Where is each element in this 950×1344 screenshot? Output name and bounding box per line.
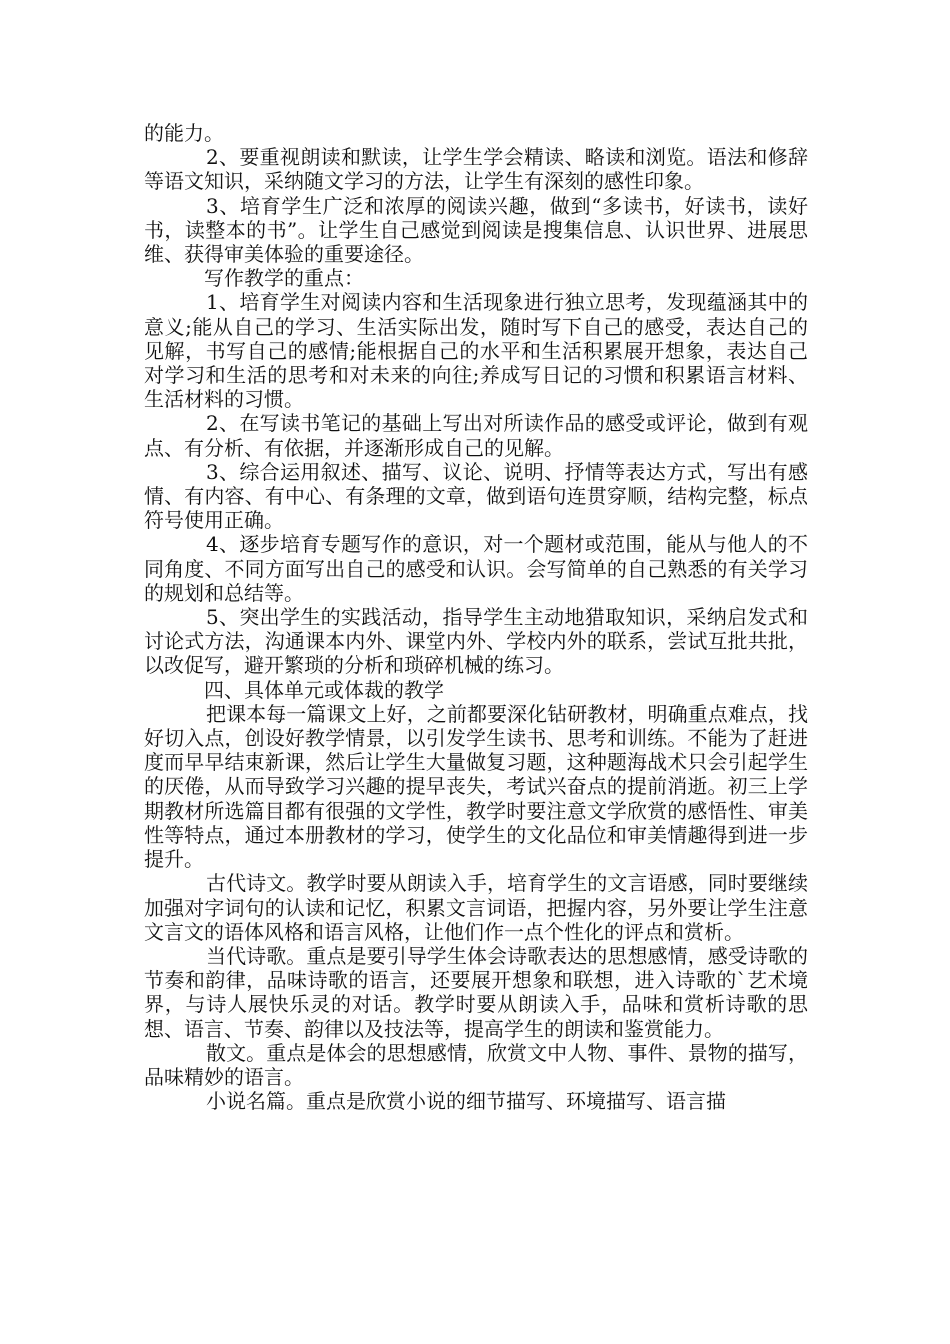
paragraph-reading-point-3: 3、培育学生广泛和浓厚的阅读兴趣，做到“多读书，好读书，读好书，读整本的书”。让学生自己感觉到阅读是搜集信息、认识世界、进展思维、获得审美体验的重要途径。 xyxy=(144,193,808,267)
paragraph-textbook-teaching: 把课本每一篇课文上好，之前都要深化钻研教材，明确重点难点，找好切入点，创设好教学情景，以引发学生读书、思考和训练。不能为了赶进度而早早结束新课，然后让学生大量做复习题，这种题海战术只会引起学生的厌倦，从而导致学习兴趣的提早丧失，考试兴奋点的提前消逝。初三上学期教材所选篇目都有很强的文学性，教学时要注意文学欣赏的感悟性、审美性等特点，通过本册教材的学习，使学生的文化品位和审美情趣得到进一步提升。 xyxy=(144,701,808,872)
heading-writing-focus: 写作教学的重点： xyxy=(204,266,364,291)
paragraph-writing-point-4: 4、逐步培育专题写作的意识，对一个题材或范围，能从与他人的不同角度、不同方面写出自己的感受和认识。会写简单的自己熟悉的有关学习的规划和总结等。 xyxy=(144,532,808,605)
paragraph-writing-point-3: 3、综合运用叙述、描写、议论、说明、抒情等表达方式，写出有感情、有内容、有中心、有条理的文章，做到语句连贯穿顺，结构完整，标点符号使用正确。 xyxy=(144,459,808,533)
paragraph-modern-poetry: 当代诗歌。重点是要引导学生体会诗歌表达的思想感情，感受诗歌的节奏和韵律，品味诗歌的语言，还要展开想象和联想，进入诗歌的`艺术境界，与诗人展快乐灵的对话。教学时要从朗读入手，品味和赏析诗歌的思想、语言、节奏、韵律以及技法等，提高学生的朗读和鉴赏能力。 xyxy=(144,943,808,1041)
paragraph-continuation: 的能力。 xyxy=(144,121,224,145)
paragraph-ancient-poetry: 古代诗文。教学时要从朗读入手，培育学生的文言语感，同时要继续加强对字词句的认读和记忆，积累文言词语，把握内容，另外要让学生注意文言文的语体风格和语言风格，让他们作一点个性化的评点和赏析。 xyxy=(144,871,808,944)
paragraph-prose: 散文。重点是体会的思想感情，欣赏文中人物、事件、景物的描写，品味精妙的语言。 xyxy=(144,1040,808,1089)
paragraph-writing-point-5: 5、突出学生的实践活动，指导学生主动地猎取知识，采纳启发式和讨论式方法，沟通课本内外、课堂内外、学校内外的联系，尝试互批共批，以改促写，避开繁琐的分析和琐碎机械的练习。 xyxy=(144,605,808,678)
document-page xyxy=(144,121,808,1113)
paragraph-writing-point-1: 1、培育学生对阅读内容和生活现象进行独立思考，发现蕴涵其中的意义;能从自己的学习、生活实际出发，随时写下自己的感受，表达自己的见解，书写自己的感情;能根据自己的水平和生活积累展开想象，表达自己对学习和生活的思考和对未来的向往;养成写日记的习惯和积累语言材料、生活材料的习惯。 xyxy=(144,290,808,412)
paragraph-novels: 小说名篇。重点是欣赏小说的细节描写、环境描写、语言描 xyxy=(206,1089,726,1114)
paragraph-writing-point-2: 2、在写读书笔记的基础上写出对所读作品的感受或评论，做到有观点、有分析、有依据，并逐渐形成自己的见解。 xyxy=(144,411,808,460)
heading-section-four: 四、具体单元或体裁的教学 xyxy=(204,677,444,702)
paragraph-reading-point-2: 2、要重视朗读和默读，让学生学会精读、略读和浏览。语法和修辞等语文知识，采纳随文学习的方法，让学生有深刻的感性印象。 xyxy=(144,145,808,194)
